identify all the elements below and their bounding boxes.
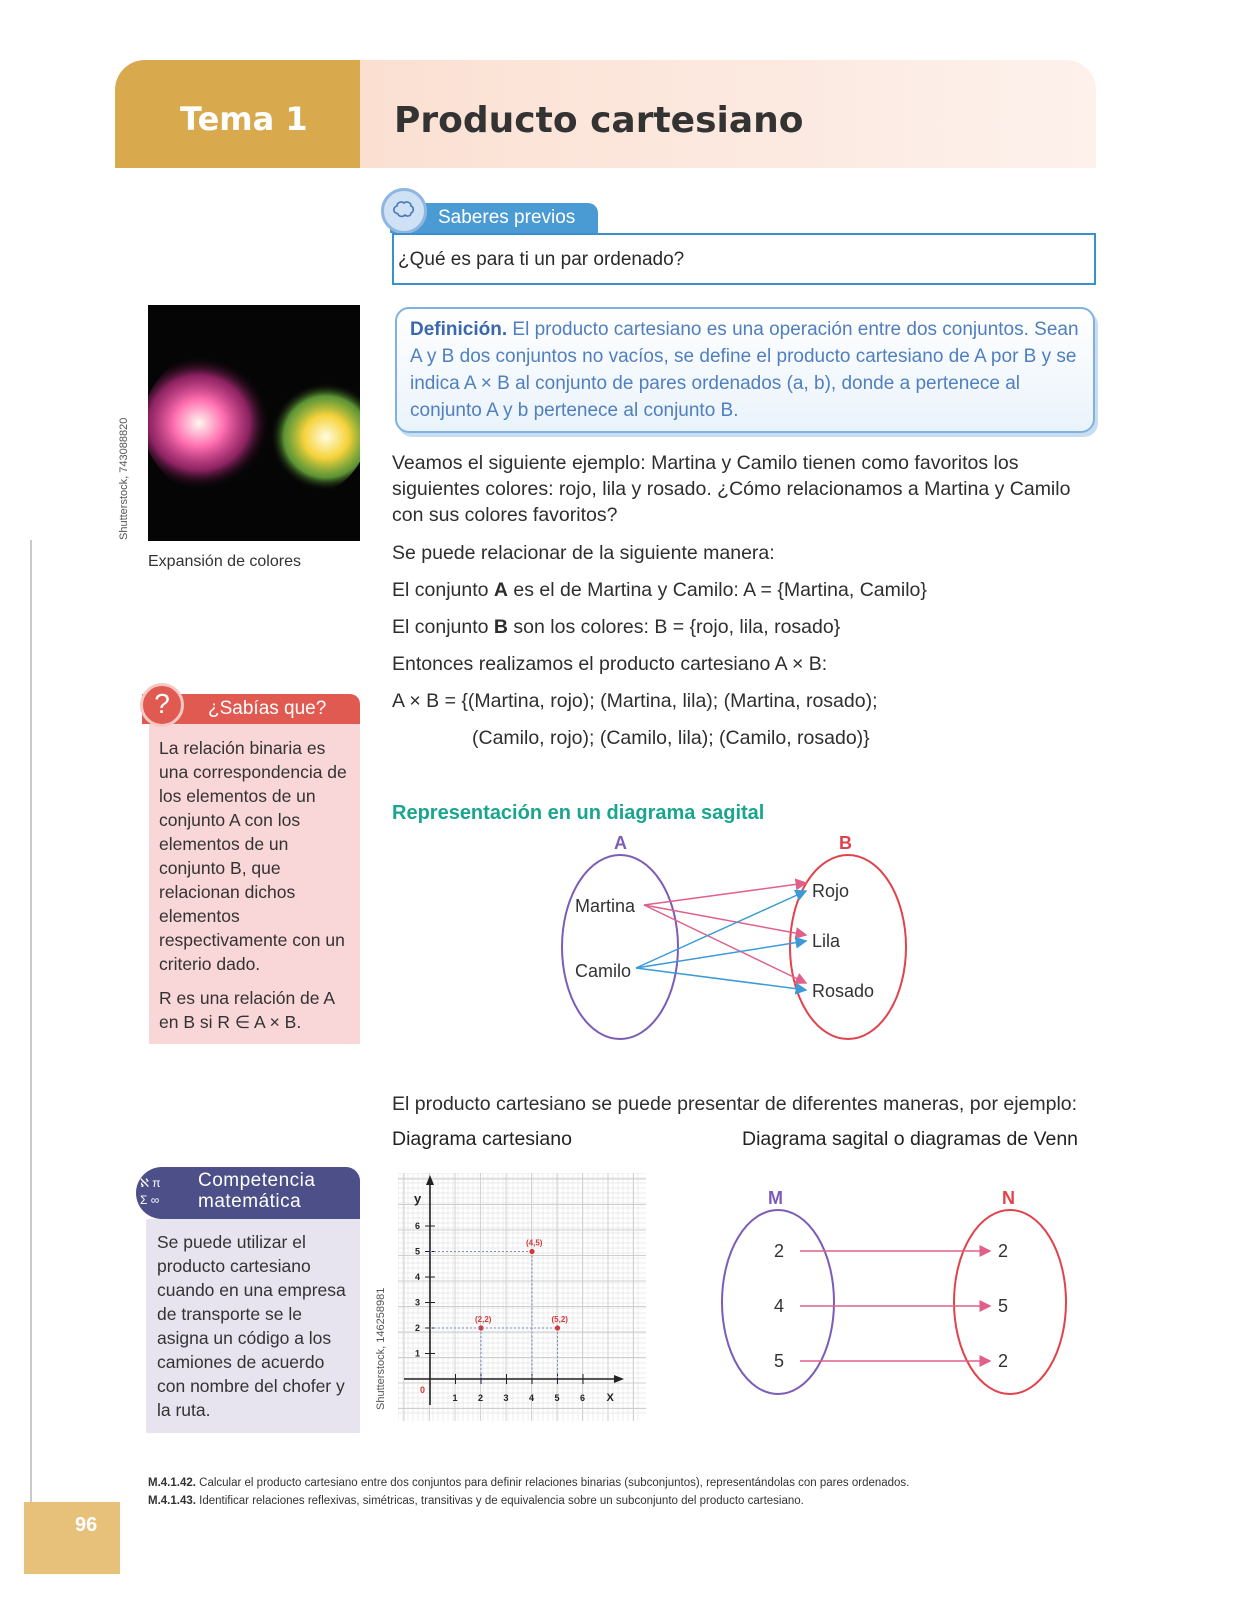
sabias-que-title: ¿Sabías que? bbox=[208, 698, 327, 719]
y-tick-label: 1 bbox=[415, 1348, 421, 1359]
m-item-3: 5 bbox=[774, 1351, 785, 1371]
set-a-label: A bbox=[614, 835, 627, 853]
data-point bbox=[555, 1325, 560, 1330]
x-axis-arrow bbox=[614, 1375, 624, 1383]
definition-body: El producto cartesiano es una operación entre dos conjuntos. Sean A y B dos conjuntos no vacíos, se define el producto cartesiano de A por B y se indica A × B al conjunto de pares ordenados (a, b), donde a pertenece al conjunto A y b pertenece al conjunto B. bbox=[410, 319, 1079, 421]
y-tick-label: 2 bbox=[415, 1323, 421, 1333]
footer-line-1: M.4.1.42. Calcular el producto cartesiano entre dos conjuntos para definir relaciones binarias (subconjuntos), representándolas con pares ordenados. bbox=[148, 1477, 910, 1489]
saberes-question-box bbox=[392, 233, 1096, 285]
body-paragraph-4: El conjunto B son los colores: B = {rojo, lila, rosado} bbox=[392, 616, 841, 638]
venn-heading: Diagrama sagital o diagramas de Venn bbox=[742, 1128, 1079, 1150]
set-n-ellipse bbox=[954, 1210, 1066, 1394]
body-paragraph-6: A × B = {(Martina, rojo); (Martina, lila); (Martina, rosado); bbox=[392, 690, 878, 712]
page-title: Producto cartesiano bbox=[394, 100, 804, 141]
y-tick-label: 3 bbox=[415, 1297, 421, 1308]
body-paragraph-5: Entonces realizamos el producto cartesiano A × B: bbox=[392, 653, 828, 675]
m-item-1: 2 bbox=[774, 1241, 785, 1261]
n-item-3: 2 bbox=[998, 1351, 1009, 1371]
saberes-question: ¿Qué es para ti un par ordenado? bbox=[398, 249, 685, 270]
competencia-text: Se puede utilizar el producto cartesiano cuando en una empresa de transporte se le asigna un código a los camiones de acuerdo con nombre del chofer y la ruta. bbox=[157, 1232, 346, 1420]
b-item-rosado: Rosado bbox=[812, 981, 875, 1001]
definition-label: Definición. bbox=[410, 319, 508, 340]
x-tick-label: 1 bbox=[452, 1393, 458, 1403]
data-point-label: (4,5) bbox=[526, 1238, 543, 1248]
photo-caption: Expansión de colores bbox=[148, 553, 301, 570]
sabias-que-paragraph-2: R es una relación de A en B si R ∈ A × B. bbox=[159, 988, 335, 1032]
y-axis-label: y bbox=[414, 1191, 422, 1206]
body-paragraph-2: Se puede relacionar de la siguiente manera: bbox=[392, 542, 775, 564]
tema-label-box bbox=[115, 60, 360, 168]
presentation-text: El producto cartesiano se puede presentar de diferentes maneras, por ejemplo: bbox=[392, 1093, 1078, 1115]
b-item-rojo: Rojo bbox=[812, 881, 850, 901]
sabias-que-paragraph-1: La relación binaria es una correspondencia de los elementos de un conjunto A con los elementos de un conjunto B, que relacionan dichos elementos respectivamente con un criterio dado. bbox=[159, 738, 347, 974]
arrow-camilo-lila bbox=[636, 941, 806, 968]
x-tick-label: 4 bbox=[529, 1393, 535, 1403]
sabias-que-text bbox=[159, 736, 354, 1034]
question-mark-icon: ? bbox=[140, 683, 184, 727]
x-axis-label: X bbox=[606, 1392, 614, 1404]
brain-icon bbox=[381, 188, 427, 234]
sagital-section-title: Representación en un diagrama sagital bbox=[392, 802, 765, 824]
body-paragraph-1: Veamos el siguiente ejemplo: Martina y Camilo tienen como favoritos los siguientes colores: rojo, lila y rosado. ¿Cómo relacionamos a Martina y Camilo con sus colores favoritos? bbox=[392, 452, 1071, 526]
definition-text bbox=[410, 316, 1090, 424]
color-expansion-photo bbox=[148, 305, 360, 541]
footer-line-2: M.4.1.43. Identificar relaciones reflexivas, simétricas, transitivas y de equivalencia sobre un subconjunto del producto cartesiano. bbox=[148, 1495, 804, 1507]
x-tick-label: 3 bbox=[503, 1393, 509, 1403]
chart-grid bbox=[398, 1173, 646, 1421]
venn-diagram-mn bbox=[720, 1180, 1070, 1400]
set-a-ellipse bbox=[562, 855, 678, 1039]
data-point-label: (2,2) bbox=[475, 1315, 492, 1324]
a-item-martina: Martina bbox=[575, 896, 636, 916]
n-item-1: 2 bbox=[998, 1241, 1009, 1261]
saberes-label: Saberes previos bbox=[438, 207, 576, 228]
photo-credit: Shutterstock, 743088820 bbox=[118, 417, 130, 540]
title-band bbox=[360, 60, 1096, 168]
page-number-box bbox=[24, 1502, 120, 1574]
set-b-label: B bbox=[839, 835, 852, 853]
x-tick-label: 5 bbox=[554, 1393, 560, 1403]
competencia-title: Competencia matemática bbox=[198, 1170, 316, 1212]
arrow-martina-rosado bbox=[644, 905, 806, 983]
cartesian-heading: Diagrama cartesiano bbox=[392, 1128, 572, 1150]
x-tick-label: 6 bbox=[580, 1393, 586, 1403]
y-tick-label: 6 bbox=[415, 1221, 421, 1231]
page-number: 96 bbox=[75, 1514, 98, 1536]
a-item-camilo: Camilo bbox=[575, 961, 632, 981]
math-symbols-icon: ℵ π Σ ∞ bbox=[140, 1176, 161, 1207]
set-n-label: N bbox=[1002, 1188, 1015, 1208]
m-item-2: 4 bbox=[774, 1296, 785, 1316]
b-item-lila: Lila bbox=[812, 931, 841, 951]
body-paragraph-7: (Camilo, rojo); (Camilo, lila); (Camilo, rosado)} bbox=[472, 727, 870, 749]
arrow-martina-lila bbox=[644, 905, 806, 935]
n-item-2: 5 bbox=[998, 1296, 1009, 1316]
margin-line bbox=[30, 540, 32, 1502]
tema-label: Tema 1 bbox=[180, 100, 308, 138]
cartesian-chart bbox=[398, 1173, 646, 1423]
chart-axes bbox=[404, 1175, 624, 1405]
chart-credit: Shutterstock, 146258981 bbox=[375, 1287, 387, 1410]
x-tick-label: 2 bbox=[478, 1393, 484, 1403]
origin-label: 0 bbox=[420, 1385, 426, 1395]
y-tick-label: 5 bbox=[415, 1246, 421, 1257]
set-m-label: M bbox=[768, 1188, 783, 1208]
sagital-diagram-ab bbox=[560, 835, 920, 1060]
body-paragraph-3: El conjunto A es el de Martina y Camilo: A = {Martina, Camilo} bbox=[392, 579, 927, 601]
data-point bbox=[529, 1249, 534, 1254]
data-point-label: (5,2) bbox=[551, 1315, 568, 1324]
y-tick-label: 4 bbox=[415, 1272, 421, 1282]
